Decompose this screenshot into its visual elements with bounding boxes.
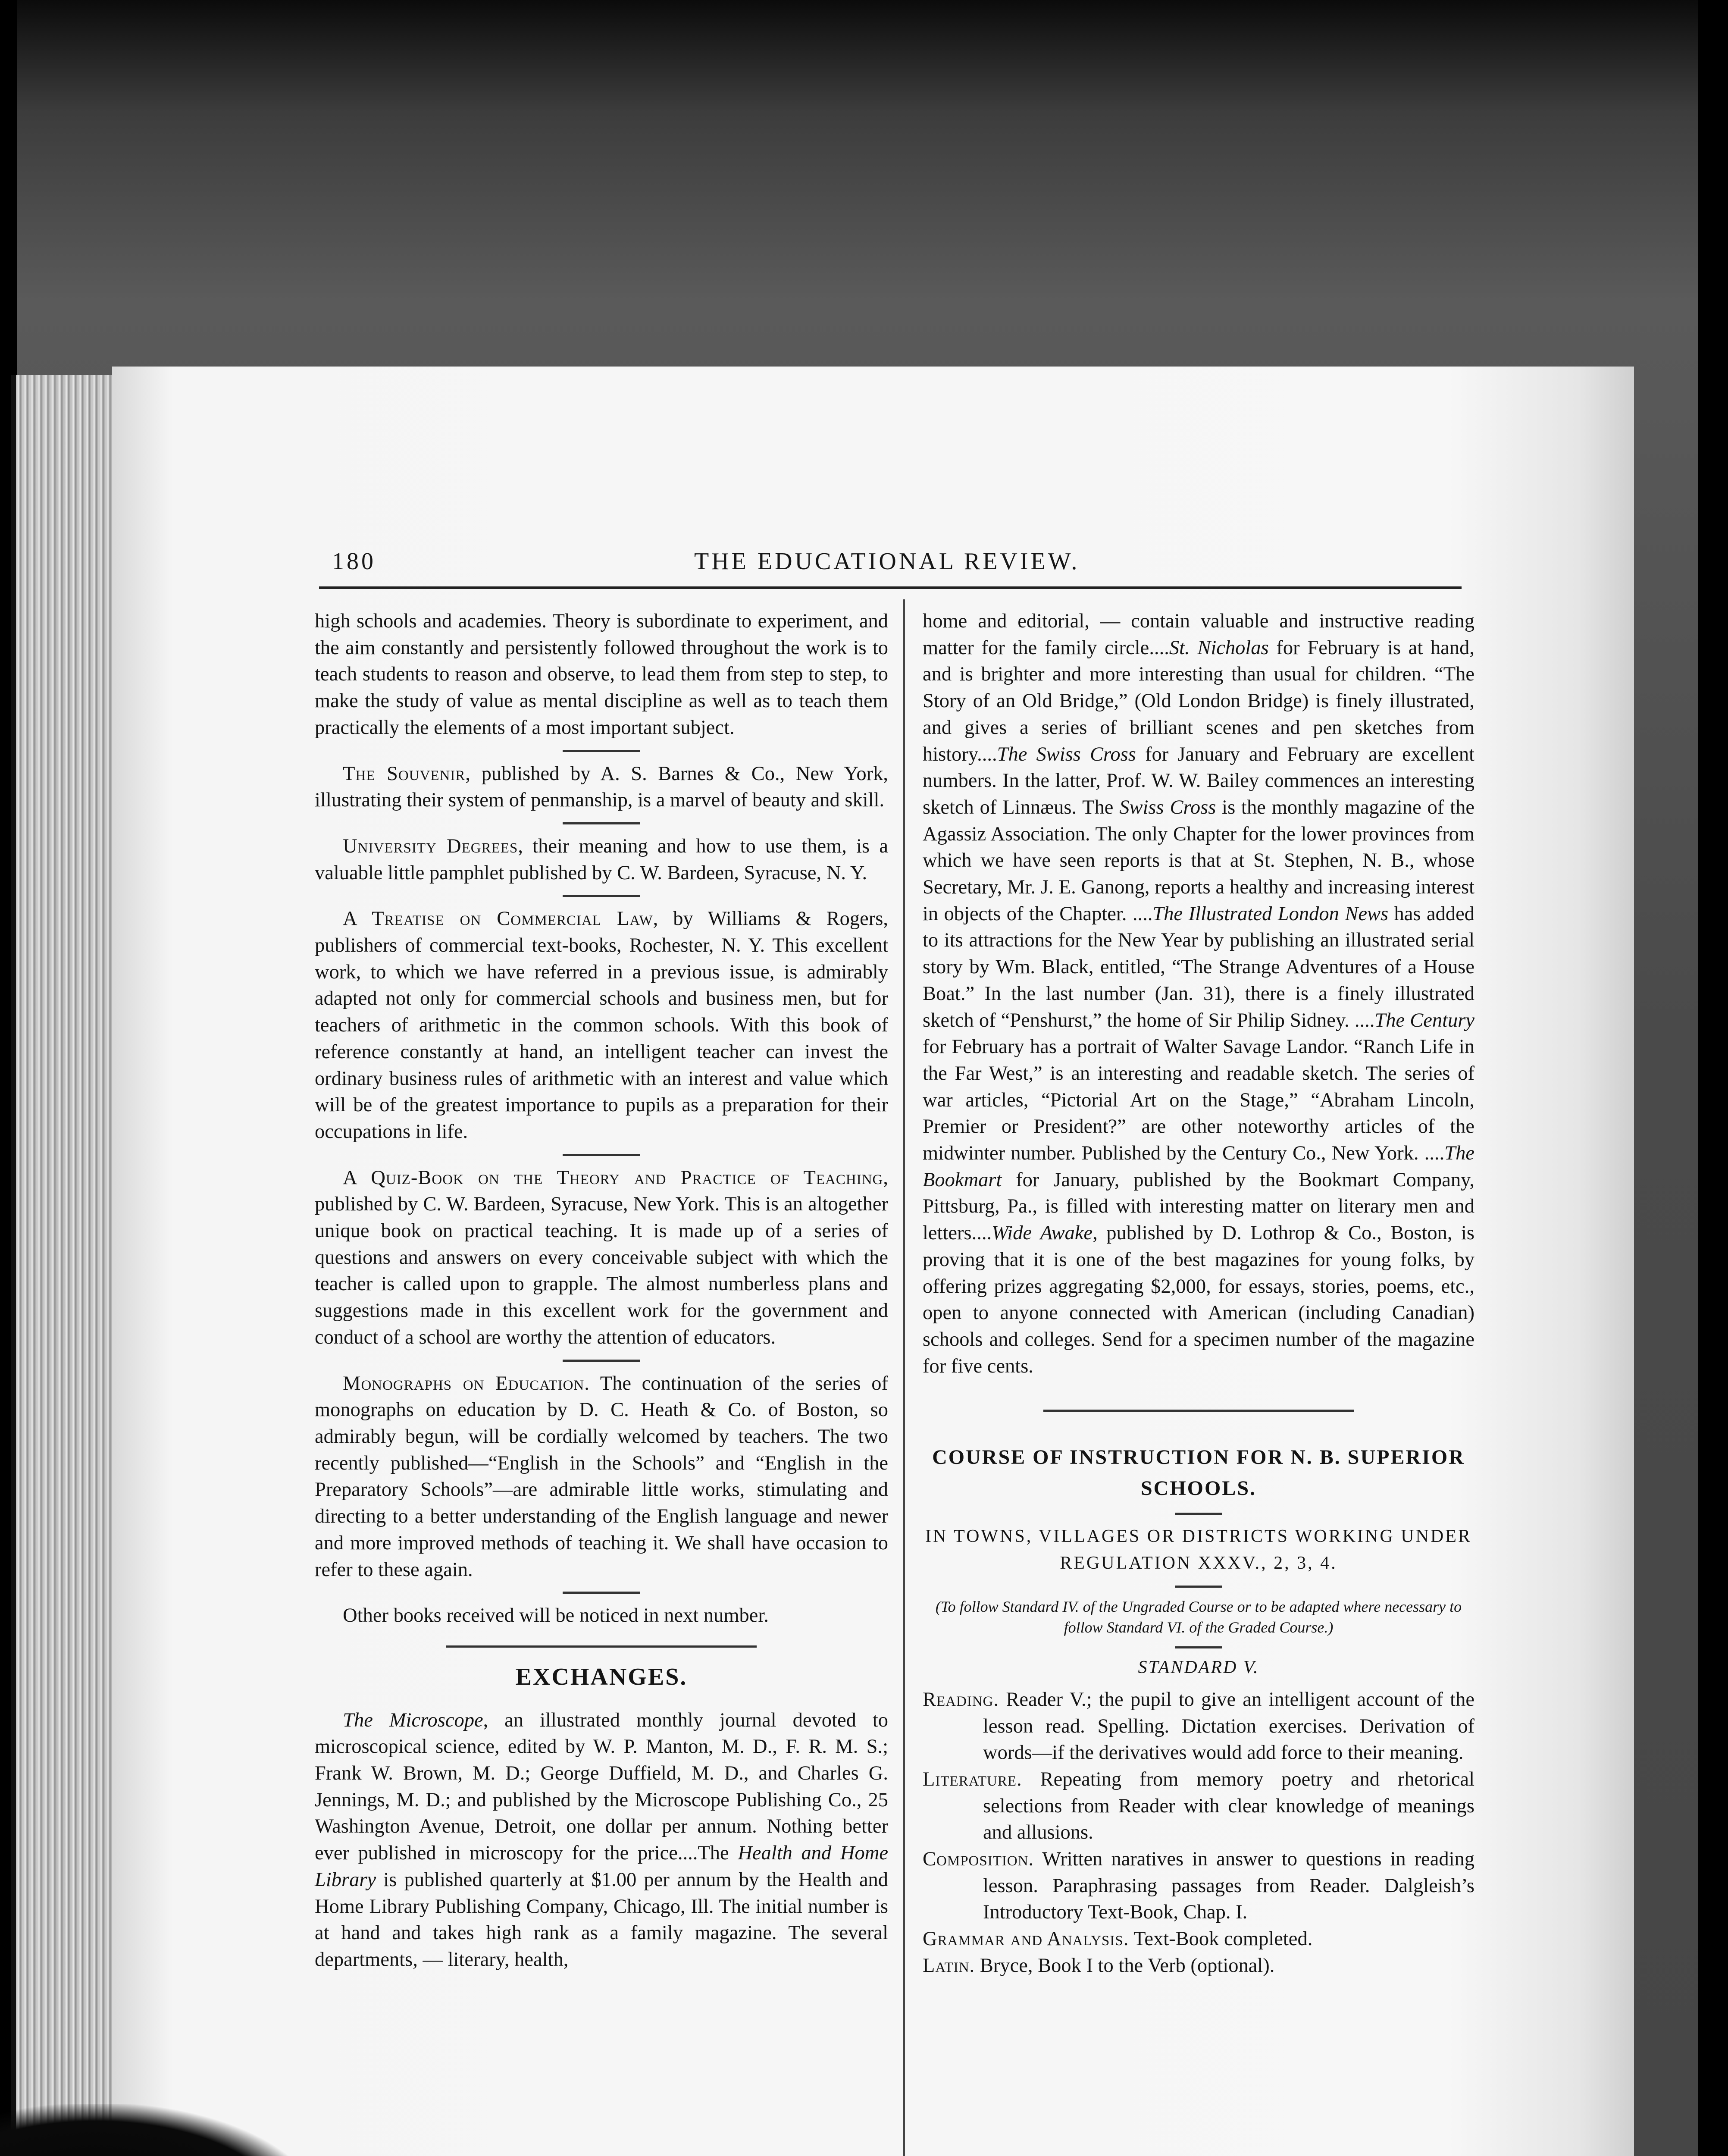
notice-body: The continuation of the series of monographs on education by D. C. Heath & Co. of Boston, so admirably begun, will be cordially welcomed by teachers. The two recently published—“English in the Schools” and “English in the Preparatory Schools”—are admirable little works, stimulating and directing to a better understanding of the English language and newer and more improved methods of teaching it. We shall have occasion to refer to these again. <box>315 1372 888 1581</box>
exchange-microscope <box>315 1707 888 1973</box>
notice-monographs <box>315 1370 888 1583</box>
notice-title: A Treatise on Commercial Law <box>343 908 653 930</box>
notice-body: , published by A. S. Barnes & Co., New York, illustrating their system of penmanship, is a marvel of beauty and skill. <box>315 762 888 812</box>
course-item-label: Grammar and Analysis. <box>923 1928 1129 1950</box>
notice-quiz-book <box>315 1165 888 1351</box>
course-item-grammar <box>923 1926 1474 1952</box>
course-item-text: Bryce, Book I to the Verb (optional). <box>975 1954 1275 1977</box>
text-run: home and editorial, — contain valuable and instructive reading matter for the family circle.... <box>923 610 1474 659</box>
journal-name: Swiss Cross <box>1119 796 1216 818</box>
course-note: (To follow Standard IV. of the Ungraded Course or to be adapted where necessary to follow Standard VI. of the Graded Course.) <box>935 1598 1462 1636</box>
journal-name: Health and Home Library <box>315 1842 888 1891</box>
subheading-line: IN TOWNS, VILLAGES OR DISTRICTS WORKING UNDER <box>925 1526 1472 1547</box>
notice-title: University Degrees <box>343 835 518 857</box>
scan-border-right <box>1698 0 1728 2156</box>
journal-name: The Century <box>1374 1009 1474 1031</box>
course-item-label: Composition. <box>923 1848 1034 1871</box>
journal-name: The Microscope <box>343 1709 483 1731</box>
journal-name: The Swiss Cross <box>997 743 1136 765</box>
notice-university-degrees <box>315 833 888 886</box>
notice-title: Monographs on Education. <box>343 1372 590 1395</box>
text-run: for February has a portrait of Walter Savage Landor. “Ranch Life in the Far West,” is an interesting and readable sketch. The series of war articles, “Pictorial Art on the Stage,” “Abraham Lincoln, Premier or President?” are other noteworthy articles of the midwinter number. Published by the Century Co., New York. .... <box>923 1036 1474 1165</box>
notice-commercial-law <box>315 906 888 1145</box>
course-item-reading <box>923 1686 1474 1766</box>
text-run: has added to its attractions for the New Year by publishing an illustrated serial story by Wm. Black, entitled, “The Strange Adventures of a House Boat.” In the last number (Jan. 31), there is a finely illustrated sketch of “Penshurst,” the home of Sir Philip Sidney. .... <box>923 903 1475 1031</box>
course-item-composition <box>923 1846 1474 1926</box>
notice-body: , by Williams & Rogers, publishers of commercial text-books, Rochester, N. Y. This excellent work, to which we have referred in a previous issue, is admirably adapted not only for commercial schools and business men, but for teachers of arithmetic in the common schools. With this book of reference constantly at hand, an intelligent teacher can invest the ordinary business rules of arithmetic with an interest and value which will be of the greatest importance to pupils as a preparation for their occupations in life. <box>315 908 888 1143</box>
exchanges-continuation <box>923 608 1474 1379</box>
course-item-text: Text-Book completed. <box>1129 1928 1313 1950</box>
course-item-label: Latin. <box>923 1954 975 1977</box>
subheading-line: REGULATION XXXV., 2, 3, 4. <box>1060 1553 1337 1573</box>
course-item-text: Repeating from memory poetry and rhetorical selections from Reader with clear knowledge of meanings and allusions. <box>983 1768 1474 1844</box>
running-head-title: THE EDUCATIONAL REVIEW. <box>694 548 1080 575</box>
text-run: for January, published by the Bookmart Company, Pittsburg, Pa., is filled with interesting matter on literary men and letters.... <box>923 1169 1474 1244</box>
text-run: is the monthly magazine of the Agassiz Association. The only Chapter for the lower provinces from which we have seen reports is that at St. Stephen, N. B., whose Secretary, Mr. J. E. Ganong, reports a healthy and increasing interest in objects of the Chapter. .... <box>923 796 1474 925</box>
course-item-text: Written naratives in answer to questions in reading lesson. Paraphrasing passages from Reader. Dalgleish’s Introductory Text-Book, Chap. I. <box>983 1848 1474 1924</box>
course-item-literature <box>923 1766 1474 1846</box>
paragraph-continuation: high schools and academies. Theory is subordinate to experiment, and the aim constantly and persistently followed throughout the work is to teach students to reason and observe, to lead them from step to step, to make the study of value as mental discipline as well as to teach them practically the elements of a most important subject. <box>315 610 888 739</box>
text-run: for January and February are excellent numbers. In the latter, Prof. W. W. Bailey commences an interesting sketch of Linnæus. The <box>923 743 1474 818</box>
standard-heading: STANDARD V. <box>1138 1657 1259 1677</box>
book-page-edges <box>11 375 119 2156</box>
page-number: 180 <box>332 548 376 575</box>
course-heading-line: SCHOOLS. <box>1140 1477 1257 1500</box>
course-subheading <box>923 1523 1474 1576</box>
left-column <box>315 608 888 1973</box>
notice-souvenir <box>315 761 888 814</box>
right-column <box>923 608 1474 1979</box>
notice-title: The Souvenir <box>343 762 466 785</box>
journal-name: The Illustrated London News <box>1152 903 1389 925</box>
notice-other-books: Other books received will be noticed in next number. <box>343 1604 769 1627</box>
course-heading-line: COURSE OF INSTRUCTION FOR N. B. SUPERIOR <box>932 1446 1465 1469</box>
course-item-latin <box>923 1952 1474 1979</box>
notice-body: , published by C. W. Bardeen, Syracuse, New York. This is an altogether unique book on practical teaching. It is made up of a series of questions and answers on every conceivable subject with which the teacher is called upon to grapple. The almost numberless plans and suggestions made in this excellent work for the government and conduct of a school are worthy the attention of educators. <box>315 1166 888 1348</box>
scanner-thumb-shadow <box>0 2104 319 2156</box>
header-rule <box>319 586 1462 589</box>
journal-name: St. Nicholas <box>1169 636 1269 659</box>
exchange-body: is published quarterly at $1.00 per annum by the Health and Home Library Publishing Company, Chicago, Ill. The initial number is at hand and takes high rank as a family magazine. The several departments, — literary, health, <box>315 1868 888 1971</box>
notice-body: , their meaning and how to use them, is a valuable little pamphlet published by C. W. Bardeen, Syracuse, N. Y. <box>315 835 888 884</box>
course-item-label: Reading. <box>923 1688 999 1711</box>
text-run: , published by D. Lothrop & Co., Boston, is proving that it is one of the best magazines for young folks, by offering prizes aggregating $2,000, for essays, stories, poems, etc., open to anyone connected with American (including Canadian) schools and colleges. Send for a specimen number of the magazine for five cents. <box>923 1222 1474 1377</box>
text-run: for February is at hand, and is brighter and more interesting than usual for children. “The Story of an Old Bridge,” (Old London Bridge) is finely illustrated, and gives a series of brilliant scenes and pen sketches from history.... <box>923 636 1474 765</box>
notice-title: A Quiz-Book on the Theory and Practice of Teaching <box>343 1166 883 1189</box>
journal-name: The Bookmart <box>923 1142 1474 1191</box>
course-item-text: Reader V.; the pupil to give an intelligent account of the lesson read. Spelling. Dictation exercises. Derivation of words—if the derivatives would add force to their meaning. <box>983 1688 1474 1764</box>
course-heading <box>923 1442 1474 1504</box>
exchanges-heading: EXCHANGES. <box>515 1663 688 1690</box>
journal-name: Wide Awake <box>992 1222 1093 1244</box>
course-item-label: Literature. <box>923 1768 1022 1790</box>
exchange-body: , an illustrated monthly journal devoted to microscopical science, edited by W. P. Manton, M. D., F. R. M. S.; Frank W. Brown, M. D.; George Duffield, M. D., and Charles G. Jennings, M. D.; and published by the Microscope Publishing Co., 25 Washington Avenue, Detroit, one dollar per annum. Nothing better ever published in microscopy for the price....The <box>315 1709 888 1865</box>
column-divider <box>903 599 905 2156</box>
